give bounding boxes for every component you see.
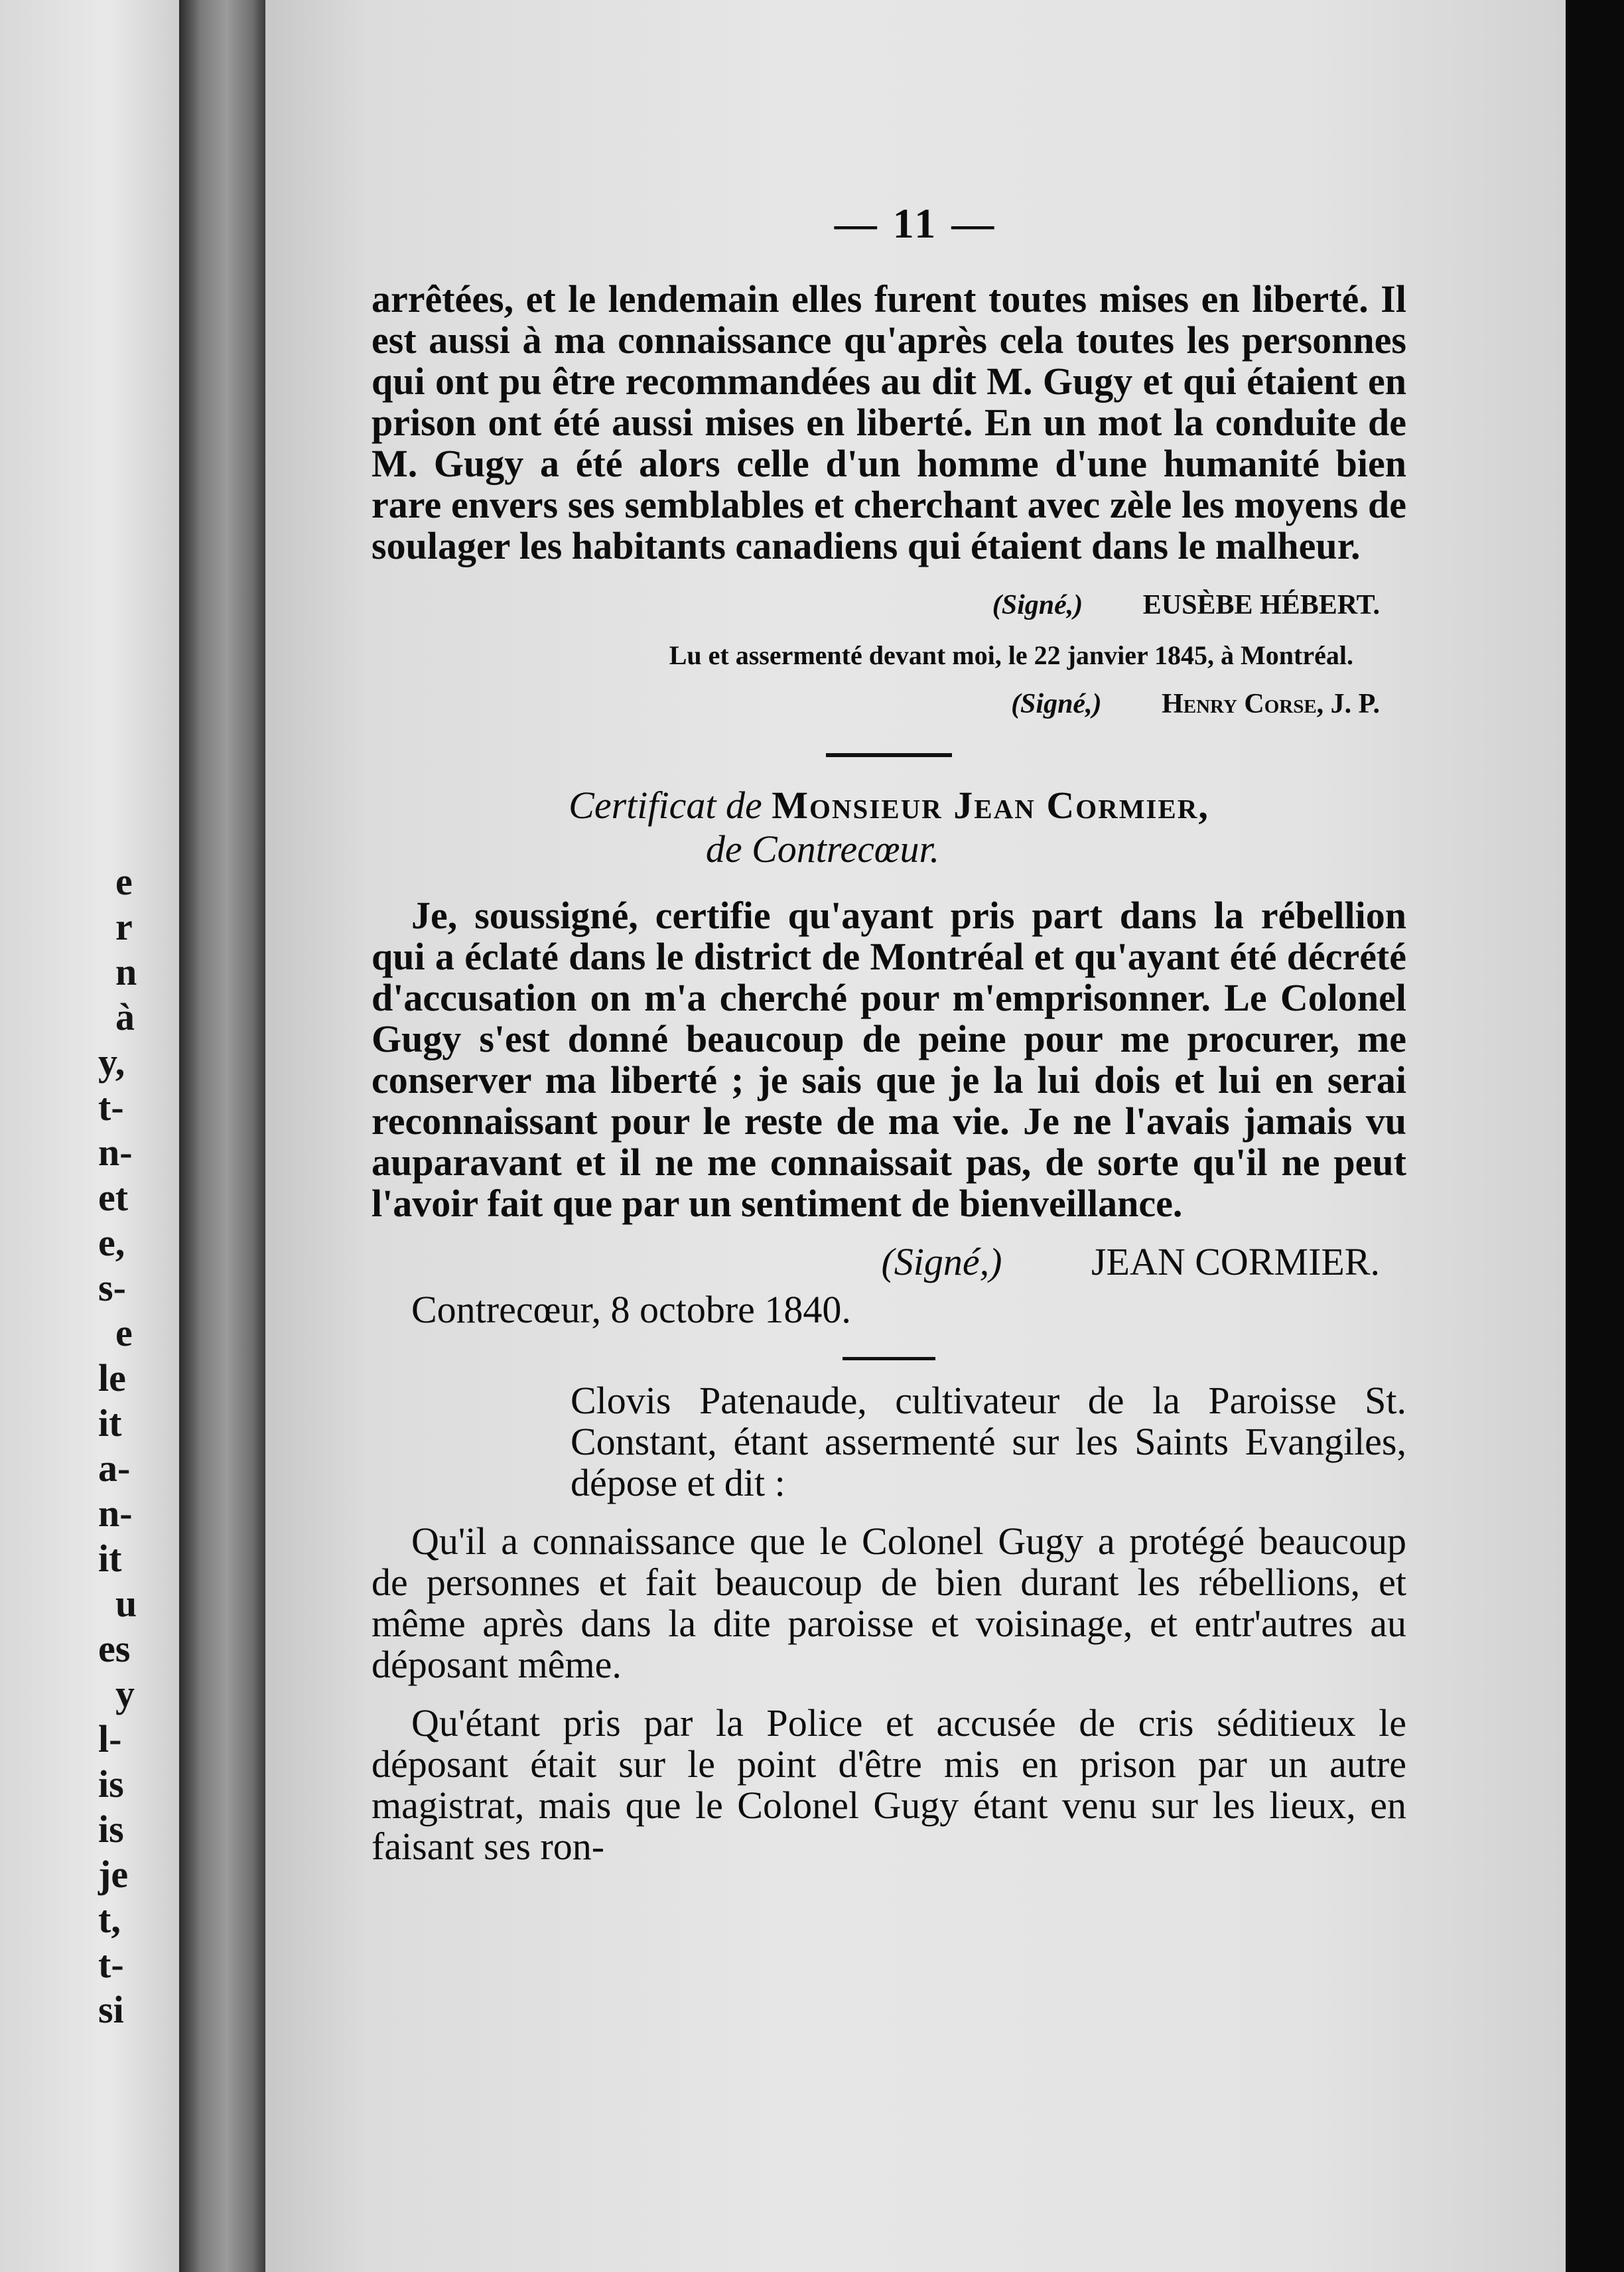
facing-page-fragment: r [115, 905, 133, 948]
section-divider-2 [843, 1357, 935, 1360]
cormier-signature-line [372, 1242, 1406, 1283]
patenaude-paragraph-2: Qu'étant pris par la Police et accusée de cris séditieux le déposant était sur le point d'être mis en prison par un autre magistrat, mais que le Colonel Gugy étant venu sur les lieux, en faisant ses ron- [372, 1701, 1406, 1868]
facing-page-fragment: t, [98, 1898, 121, 1941]
facing-page-fragment: t- [98, 1943, 124, 1986]
certificate-prefix: Certificat de [569, 784, 762, 827]
hebert-statement: arrêtées, et le lendemain elles furent toutes mises en liberté. Il est aussi à ma connaissance qu'après cela toutes les personnes qui ont pu être recommandées au dit M. Gugy et qui étaient en prison ont été aussi mises en liberté. En un mot la conduite de M. Gugy a été alors celle d'un homme d'une humanité bien rare envers ses semblables et cherchant avec zèle les moyens de soulager les habitants canadiens qui étaient dans le malheur. [372, 277, 1406, 567]
facing-page-fragment: n- [98, 1492, 133, 1535]
cormier-certificate-title [372, 784, 1406, 871]
facing-page-fragment: et [98, 1176, 129, 1219]
facing-page-fragment: it [98, 1401, 122, 1445]
cormier-statement: Je, soussigné, certifie qu'ayant pris part dans la rébellion qui a éclaté dans le district de Montréal et qu'ayant été décrété d'accusation on m'a cherché pour m'emprisonner. Le Colonel Gugy s'est donné beaucoup de peine pour me procurer, me conserver ma liberté ; je sais que je la lui dois et lui en serai reconnaissant pour le reste de ma vie. Je ne l'avais jamais vu auparavant et il ne me connaissait pas, de sorte qu'il ne peut l'avoir fait que par un sentiment de bienveillance. [372, 894, 1406, 1225]
facing-page-fragment: le [98, 1356, 126, 1399]
book-page [265, 0, 1566, 2272]
facing-page-fragment: à [115, 995, 135, 1038]
signed-label-3: (Signé,) [881, 1240, 1002, 1283]
cormier-name: JEAN CORMIER. [1091, 1240, 1380, 1283]
signed-label: (Signé,) [992, 590, 1083, 620]
patenaude-paragraph-1: Qu'il a connaissance que le Colonel Gugy a protégé beaucoup de personnes et fait beaucoup de bien durant les rébellions, et même après dans la dite paroisse et voisinage, et entr'autres au déposant même. [372, 1520, 1406, 1686]
right-margin [1566, 0, 1624, 2272]
facing-page-fragment: je [98, 1853, 129, 1896]
signer-name: EUSÈBE HÉBERT. [1142, 590, 1380, 620]
hebert-signature-line [372, 589, 1406, 621]
page-number: — 11 — [834, 200, 997, 247]
sworn-line: Lu et assermenté devant moi, le 22 janvier 1845, à Montréal. [669, 640, 1353, 670]
facing-page-fragment: is [98, 1808, 124, 1851]
facing-page-fragment: e [115, 1311, 133, 1354]
facing-page-fragment: y [115, 1672, 135, 1715]
facing-page-fragment: is [98, 1762, 124, 1806]
facing-page-fragment: e [115, 860, 133, 903]
facing-page-fragment: es [98, 1627, 131, 1670]
signed-label-2: (Signé,) [1011, 689, 1102, 719]
patenaude-intro: Clovis Patenaude, cultivateur de la Paroisse St. Constant, étant assermenté sur les Saints Evangiles, dépose et dit : [571, 1379, 1406, 1504]
facing-page-fragment: t- [98, 1086, 124, 1129]
facing-page-fragment: l- [98, 1717, 122, 1760]
justice-name: Henry Corse, J. P. [1162, 689, 1380, 719]
facing-page-fragment: a- [98, 1447, 131, 1490]
facing-page-fragment: e, [98, 1221, 125, 1264]
page-content [372, 279, 1406, 1867]
facing-page-fragment: n [115, 950, 137, 993]
facing-page-edge [0, 0, 179, 2272]
place-date: Contrecœur, 8 octobre 1840. [411, 1288, 851, 1331]
certificate-name: Monsieur Jean Cormier, [772, 784, 1209, 827]
facing-page-fragment: u [115, 1582, 137, 1625]
facing-page-fragment: s- [98, 1266, 126, 1309]
facing-page-fragment: it [98, 1537, 122, 1580]
justice-signature-line [372, 688, 1406, 720]
certificate-place: de Contrecœur. [705, 827, 940, 871]
facing-page-fragment: n- [98, 1131, 133, 1174]
section-divider [826, 753, 952, 757]
facing-page-fragment: si [98, 1988, 124, 2031]
facing-page-fragment: y, [98, 1040, 125, 1084]
book-spine [179, 0, 265, 2272]
